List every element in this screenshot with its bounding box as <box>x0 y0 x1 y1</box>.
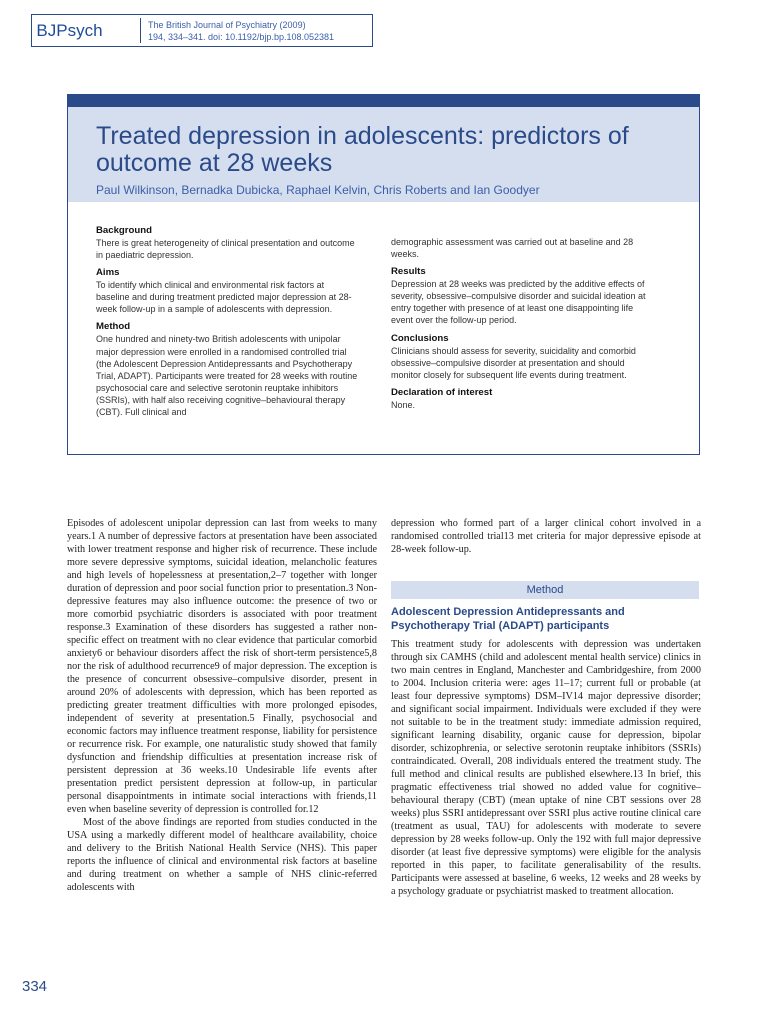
abstract-heading-background: Background <box>96 225 152 236</box>
abstract-aims: To identify which clinical and environmental risk factors at baseline and during treatment predicted major depression at 28-week follow-up in a sample of adolescents with depression. <box>96 280 352 315</box>
body-paragraph: Most of the above findings are reported from studies conducted in the USA using a markedly different model of healthcare availability, choice and delivery to the British National Health Service (NHS). This paper reports the influence of clinical and environmental risk factors at baseline and during treatment on whether a sample of NHS clinic-referred adolescents with <box>67 817 377 893</box>
article-authors: Paul Wilkinson, Bernadka Dubicka, Raphael Kelvin, Chris Roberts and Ian Goodyer <box>96 183 540 197</box>
article-title: Treated depression in adolescents: predictors of outcome at 28 weeks <box>96 122 629 177</box>
abstract-heading-aims: Aims <box>96 267 120 279</box>
body-paragraph: Episodes of adolescent unipolar depression can last from weeks to many years.1 A number of depressive factors at presentation have been associated with lower treatment response and higher risk of recurrence. These include more severe depressive symptoms, suicidal ideation, melancholic features and high levels of hopelessness at presentation,2–7 together with longer duration of depression and poor social function prior to presentation.3 Non-depressive features may also influence outcome: the presence of two or more comorbid psychiatric disorders is associated with poor treatment response.3 Examination of these disorders has suggested a rather non-specific effect on treatment with no clear evidence that particular comorbid anxiety6 or behaviour disorders affect the risk of short-term persistence5,8 nor the risk of adulthood recurrence9 of major depression. The exception is the presence of concurrent obsessive–compulsive disorder, present in around 20% of adolescents with depression, which has been reported as predicting greater treatment difficulties with more prolonged episodes, independent of severity at presentation.5 Finally, psychosocial and economic factors may influence treatment response, liability for persistence or recurrence risk. For example, one naturalistic study showed that family dysfunction and friendship difficulties at presentation increase risk of persistent depression at 36 weeks.10 Undesirable life events after presentation predict persistent depression at follow-up, in particular personal disappointments in intimate social interactions with friends,11 even when baseline severity of depression is controlled for.12 <box>67 518 377 815</box>
abstract-declaration: None. <box>391 399 416 410</box>
abstract-background: There is great heterogeneity of clinical presentation and outcome in paediatric depression. <box>96 238 355 261</box>
journal-citation <box>148 19 334 43</box>
abstract-conclusions: Clinicians should assess for severity, suicidality and comorbid obsessive–compulsive disorder at presentation and should monitor closely for subsequent life events during treatment. <box>391 345 636 380</box>
body-paragraph: depression who formed part of a larger clinical cohort involved in a randomised controlled trial13 met criteria for major depressive episode at 28-week follow-up. <box>391 518 701 555</box>
body-left-column <box>67 517 377 894</box>
journal-logo: BJPsych <box>36 21 103 40</box>
section-heading-method: Method <box>391 581 699 599</box>
citation-doi: 194, 334–341. doi: 10.1192/bjp.bp.108.052381 <box>148 32 335 42</box>
abstract-results: Depression at 28 weeks was predicted by the additive effects of severity, obsessive–compulsive disorder and suicidal ideation at entry together with presence of at least one disappointing life event over the follow-up period. <box>391 279 646 326</box>
abstract-method-continued: demographic assessment was carried out at baseline and 28 weeks. <box>391 237 634 260</box>
abstract-box <box>67 94 700 455</box>
abstract-heading-conclusions: Conclusions <box>391 332 449 344</box>
journal-header <box>31 14 373 47</box>
journal-name: The British Journal of Psychiatry (2009) <box>148 20 306 30</box>
body-paragraph: This treatment study for adolescents with depression was undertaken through six CAMHS (child and adolescent mental health service) clinics in two main centres in England, Manchester and Cambridgeshire, from 2000 to 2004. Inclusion criteria were: ages 11–17; current full or probable (at least four depressive symptoms) DSM–IV14 major depressive disorder; and significant social impairment. Individuals were excluded if they were not suitable to be in the treatment study: immediate admission required, significant learning disability, organic cause for depression, bipolar disorder, schizophrenia, or selective serotonin reuptake inhibitors (SSRIs) contraindicated. Overall, 208 individuals entered the treatment study. The full method and clinical results are published elsewhere.13 In brief, this pragmatic effectiveness trial showed no added value for cognitive–behavioural therapy (CBT) (mean uptake of nine CBT sessions over 28 weeks) plus SSRI antidepressant over SSRI plus active routine clinical care (treatment as usual, TAU) for adolescents with moderate to severe depression by 28 weeks follow-up. Only the 192 with full major depressive disorder (at least five depressive symptoms) were eligible for the analysis reported in this paper, to facilitate generalisability of the results. Participants were assessed at baseline, 6 weeks, 12 weeks and 28 weeks by a psychology graduate or psychiatrist masked to treatment allocation. <box>391 639 701 897</box>
subsection-heading-adapt: Adolescent Depression Antidepressants and Psychotherapy Trial (ADAPT) participants <box>391 606 625 632</box>
abstract-top-bar <box>68 95 699 107</box>
abstract-right-column <box>391 236 653 417</box>
page-number: 334 <box>22 978 48 995</box>
abstract-left-column <box>96 225 358 424</box>
abstract-heading-results: Results <box>391 266 426 278</box>
abstract-heading-declaration: Declaration of interest <box>391 386 493 398</box>
abstract-method: One hundred and ninety-two British adolescents with unipolar major depression were enrolled in a randomised controlled trial (the Adolescent Depression Antidepressants and Psychotherapy Trial, ADAPT). Participants were treated for 28 weeks with routine psychosocial care and selective serotonin reuptake inhibitors (SSRIs), with half also receiving cognitive–behavioural therapy (CBT). Full clinical and <box>96 334 358 418</box>
abstract-heading-method: Method <box>96 321 131 333</box>
header-divider <box>140 18 141 43</box>
body-right-column <box>391 638 701 898</box>
body-right-column-top <box>391 517 701 556</box>
